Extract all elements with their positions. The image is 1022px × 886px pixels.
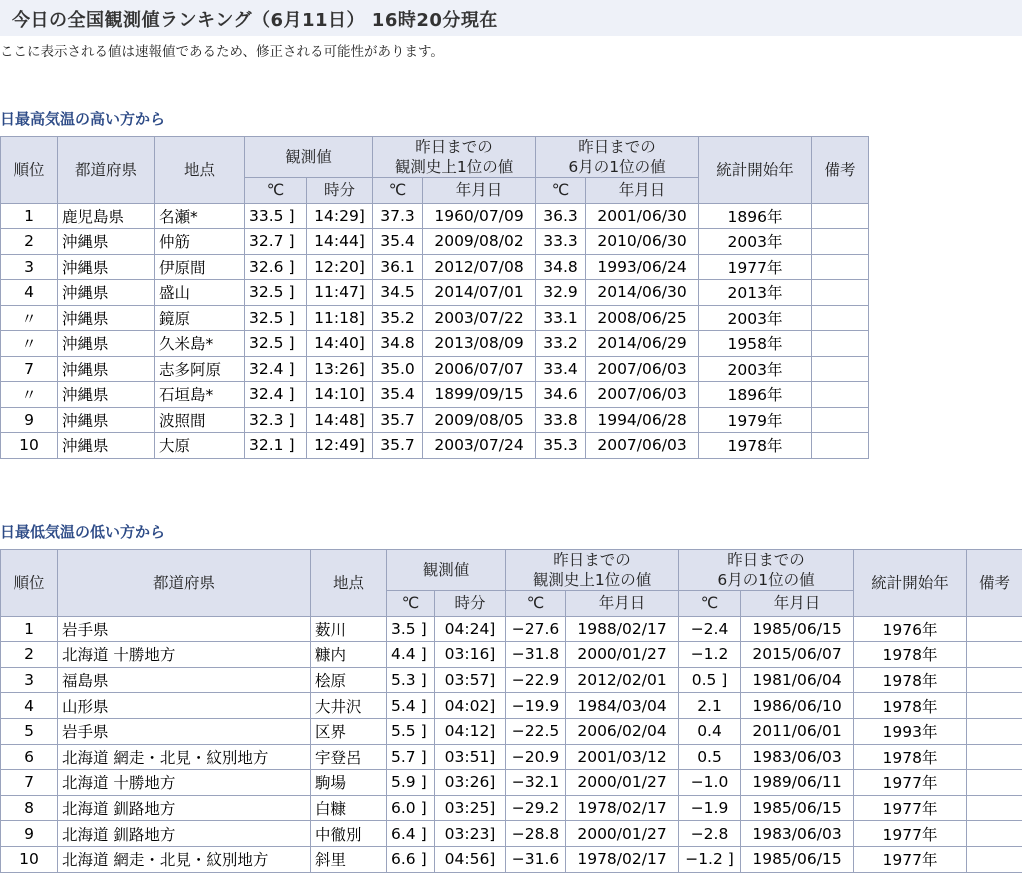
cell-prefecture: 沖縄県	[58, 305, 155, 331]
cell-observed-time: 03:23]	[435, 821, 506, 847]
cell-rank: 9	[1, 821, 58, 847]
cell-rank: 10	[1, 846, 58, 872]
cell-record-date: 2003/07/22	[423, 305, 536, 331]
cell-month-record-date: 2007/06/03	[586, 382, 699, 408]
header-date: 年月日	[741, 591, 854, 617]
cell-observed-value: 32.3 ]	[245, 407, 307, 433]
cell-month-record-date: 1983/06/03	[741, 744, 854, 770]
cell-month-record-value: −1.0	[679, 770, 741, 796]
table-row	[1, 305, 869, 331]
cell-rank: 3	[1, 667, 58, 693]
cell-rank: 1	[1, 203, 58, 229]
cell-station: 大原	[155, 433, 245, 459]
cell-month-record-value: −1.9	[679, 795, 741, 821]
cell-record-date: 2009/08/05	[423, 407, 536, 433]
cell-month-record-date: 1985/06/15	[741, 846, 854, 872]
cell-prefecture: 鹿児島県	[58, 203, 155, 229]
cell-station: 波照間	[155, 407, 245, 433]
cell-rank: 4	[1, 693, 58, 719]
cell-record-date: 1988/02/17	[566, 616, 679, 642]
cell-observed-time: 12:49]	[307, 433, 373, 459]
header-rank: 順位	[1, 137, 58, 204]
cell-remarks	[967, 821, 1022, 847]
cell-month-record-date: 2007/06/03	[586, 433, 699, 459]
cell-month-record-value: 33.3	[536, 229, 586, 255]
cell-rank: 5	[1, 718, 58, 744]
header-station: 地点	[155, 137, 245, 204]
header-rank: 順位	[1, 550, 58, 617]
cell-prefecture: 北海道 網走・北見・紋別地方	[58, 744, 311, 770]
cell-observed-time: 11:47]	[307, 280, 373, 306]
cell-remarks	[967, 616, 1022, 642]
cell-record-date: 1960/07/09	[423, 203, 536, 229]
cell-station: 宇登呂	[311, 744, 387, 770]
header-unit-c: ℃	[679, 591, 741, 617]
cell-remarks	[812, 433, 869, 459]
cell-month-record-date: 1994/06/28	[586, 407, 699, 433]
cell-record-date: 2012/02/01	[566, 667, 679, 693]
table-row	[1, 795, 1022, 821]
cell-observed-value: 6.4 ]	[387, 821, 435, 847]
cell-record-date: 2006/07/07	[423, 356, 536, 382]
cell-station: 白糠	[311, 795, 387, 821]
cell-rank: 9	[1, 407, 58, 433]
cell-stats-start: 1977年	[854, 770, 967, 796]
cell-observed-time: 04:24]	[435, 616, 506, 642]
header-prefecture: 都道府県	[58, 137, 155, 204]
cell-stats-start: 1958年	[699, 331, 812, 357]
cell-station: 志多阿原	[155, 356, 245, 382]
cell-remarks	[967, 846, 1022, 872]
cell-remarks	[812, 229, 869, 255]
header-time: 時分	[307, 178, 373, 204]
cell-observed-value: 5.4 ]	[387, 693, 435, 719]
cell-stats-start: 1979年	[699, 407, 812, 433]
cell-record-value: −27.6	[506, 616, 566, 642]
cell-prefecture: 沖縄県	[58, 280, 155, 306]
cell-station: 名瀬*	[155, 203, 245, 229]
cell-observed-time: 14:44]	[307, 229, 373, 255]
header-station: 地点	[311, 550, 387, 617]
cell-stats-start: 1977年	[854, 846, 967, 872]
cell-record-value: 34.5	[373, 280, 423, 306]
cell-prefecture: 沖縄県	[58, 433, 155, 459]
cell-stats-start: 1978年	[854, 642, 967, 668]
table-row	[1, 382, 869, 408]
cell-month-record-value: −2.4	[679, 616, 741, 642]
cell-record-value: −28.8	[506, 821, 566, 847]
cell-prefecture: 北海道 十勝地方	[58, 770, 311, 796]
cell-station: 中徹別	[311, 821, 387, 847]
cell-stats-start: 1978年	[854, 667, 967, 693]
cell-observed-value: 5.5 ]	[387, 718, 435, 744]
cell-remarks	[967, 693, 1022, 719]
cell-prefecture: 沖縄県	[58, 407, 155, 433]
cell-record-date: 2000/01/27	[566, 821, 679, 847]
cell-month-record-date: 2007/06/03	[586, 356, 699, 382]
cell-remarks	[967, 642, 1022, 668]
cell-observed-time: 14:10]	[307, 382, 373, 408]
cell-record-value: 35.4	[373, 382, 423, 408]
cell-prefecture: 沖縄県	[58, 331, 155, 357]
cell-month-record-date: 2014/06/30	[586, 280, 699, 306]
cell-observed-value: 6.0 ]	[387, 795, 435, 821]
cell-month-record-date: 1983/06/03	[741, 821, 854, 847]
cell-remarks	[967, 770, 1022, 796]
cell-rank: 4	[1, 280, 58, 306]
cell-month-record-date: 1986/06/10	[741, 693, 854, 719]
cell-observed-value: 32.5 ]	[245, 305, 307, 331]
cell-month-record-value: 33.2	[536, 331, 586, 357]
cell-prefecture: 北海道 釧路地方	[58, 795, 311, 821]
cell-remarks	[812, 356, 869, 382]
cell-stats-start: 2003年	[699, 305, 812, 331]
cell-observed-time: 04:12]	[435, 718, 506, 744]
cell-station: 伊原間	[155, 254, 245, 280]
cell-month-record-date: 1981/06/04	[741, 667, 854, 693]
header-unit-c: ℃	[373, 178, 423, 204]
cell-remarks	[967, 795, 1022, 821]
cell-stats-start: 1977年	[699, 254, 812, 280]
cell-observed-value: 32.5 ]	[245, 280, 307, 306]
cell-remarks	[812, 305, 869, 331]
cell-remarks	[812, 331, 869, 357]
cell-stats-start: 2003年	[699, 356, 812, 382]
cell-rank: 8	[1, 795, 58, 821]
cell-record-value: 34.8	[373, 331, 423, 357]
cell-month-record-value: 0.4	[679, 718, 741, 744]
cell-observed-time: 14:29]	[307, 203, 373, 229]
cell-remarks	[967, 667, 1022, 693]
header-remarks: 備考	[812, 137, 869, 204]
cell-record-date: 2013/08/09	[423, 331, 536, 357]
cell-station: 駒場	[311, 770, 387, 796]
cell-prefecture: 岩手県	[58, 718, 311, 744]
cell-record-value: −31.8	[506, 642, 566, 668]
cell-station: 仲筋	[155, 229, 245, 255]
low-section-title: 日最低気温の低い方から	[0, 523, 166, 541]
cell-record-value: −29.2	[506, 795, 566, 821]
table-row	[1, 331, 869, 357]
cell-record-date: 2001/03/12	[566, 744, 679, 770]
cell-prefecture: 山形県	[58, 693, 311, 719]
cell-month-record-value: 33.8	[536, 407, 586, 433]
cell-prefecture: 福島県	[58, 667, 311, 693]
title-bar	[0, 0, 1022, 36]
header-observed: 観測値	[245, 137, 373, 178]
cell-month-record-date: 2015/06/07	[741, 642, 854, 668]
cell-observed-time: 11:18]	[307, 305, 373, 331]
cell-month-record-date: 1985/06/15	[741, 616, 854, 642]
cell-stats-start: 1976年	[854, 616, 967, 642]
cell-record-value: −20.9	[506, 744, 566, 770]
cell-station: 大井沢	[311, 693, 387, 719]
cell-month-record-value: 0.5 ]	[679, 667, 741, 693]
table-row	[1, 744, 1022, 770]
cell-remarks	[812, 254, 869, 280]
cell-station: 斜里	[311, 846, 387, 872]
cell-record-value: 35.0	[373, 356, 423, 382]
cell-observed-value: 4.4 ]	[387, 642, 435, 668]
header-prefecture: 都道府県	[58, 550, 311, 617]
cell-prefecture: 沖縄県	[58, 382, 155, 408]
header-time: 時分	[435, 591, 506, 617]
table-row	[1, 718, 1022, 744]
cell-record-value: −22.5	[506, 718, 566, 744]
cell-record-value: 35.7	[373, 407, 423, 433]
cell-observed-value: 3.5 ]	[387, 616, 435, 642]
header-record-month: 昨日までの 6月の1位の値	[536, 137, 699, 178]
cell-rank: 〃	[1, 382, 58, 408]
cell-stats-start: 1977年	[854, 821, 967, 847]
cell-observed-time: 03:25]	[435, 795, 506, 821]
cell-record-value: −19.9	[506, 693, 566, 719]
cell-stats-start: 1978年	[854, 744, 967, 770]
cell-month-record-value: −2.8	[679, 821, 741, 847]
table-row	[1, 280, 869, 306]
cell-rank: 7	[1, 770, 58, 796]
header-date: 年月日	[586, 178, 699, 204]
cell-stats-start: 1896年	[699, 382, 812, 408]
table-row	[1, 203, 869, 229]
header-record-all: 昨日までの 観測史上1位の値	[506, 550, 679, 591]
cell-record-date: 2012/07/08	[423, 254, 536, 280]
cell-remarks	[967, 744, 1022, 770]
header-date: 年月日	[423, 178, 536, 204]
cell-month-record-value: 32.9	[536, 280, 586, 306]
cell-observed-time: 03:51]	[435, 744, 506, 770]
cell-stats-start: 1993年	[854, 718, 967, 744]
cell-stats-start: 1977年	[854, 795, 967, 821]
table-row	[1, 846, 1022, 872]
cell-observed-value: 32.4 ]	[245, 356, 307, 382]
table-row	[1, 642, 1022, 668]
cell-prefecture: 岩手県	[58, 616, 311, 642]
table-row	[1, 433, 869, 459]
table-row	[1, 229, 869, 255]
header-stats-start: 統計開始年	[699, 137, 812, 204]
cell-observed-time: 04:56]	[435, 846, 506, 872]
cell-month-record-date: 1993/06/24	[586, 254, 699, 280]
cell-record-value: 35.7	[373, 433, 423, 459]
cell-month-record-value: 34.6	[536, 382, 586, 408]
cell-stats-start: 1978年	[854, 693, 967, 719]
cell-month-record-date: 2001/06/30	[586, 203, 699, 229]
cell-station: 区界	[311, 718, 387, 744]
cell-station: 盛山	[155, 280, 245, 306]
low-temperature-table	[0, 549, 1022, 873]
table-row	[1, 770, 1022, 796]
cell-observed-value: 32.1 ]	[245, 433, 307, 459]
cell-prefecture: 沖縄県	[58, 254, 155, 280]
cell-observed-value: 5.3 ]	[387, 667, 435, 693]
cell-record-date: 1899/09/15	[423, 382, 536, 408]
cell-record-date: 2009/08/02	[423, 229, 536, 255]
high-section-title: 日最高気温の高い方から	[0, 110, 166, 128]
cell-remarks	[812, 382, 869, 408]
preliminary-notice: ここに表示される値は速報値であるため、修正される可能性があります。	[0, 44, 444, 60]
cell-rank: 3	[1, 254, 58, 280]
cell-record-date: 1978/02/17	[566, 795, 679, 821]
cell-observed-value: 5.9 ]	[387, 770, 435, 796]
cell-month-record-date: 2010/06/30	[586, 229, 699, 255]
cell-record-date: 2014/07/01	[423, 280, 536, 306]
table-row	[1, 254, 869, 280]
high-temperature-table	[0, 136, 869, 459]
cell-observed-time: 04:02]	[435, 693, 506, 719]
cell-station: 桧原	[311, 667, 387, 693]
cell-rank: 7	[1, 356, 58, 382]
cell-record-date: 2003/07/24	[423, 433, 536, 459]
cell-record-value: 37.3	[373, 203, 423, 229]
cell-rank: 10	[1, 433, 58, 459]
cell-month-record-date: 1985/06/15	[741, 795, 854, 821]
cell-prefecture: 北海道 十勝地方	[58, 642, 311, 668]
table-row	[1, 356, 869, 382]
cell-rank: 2	[1, 642, 58, 668]
cell-record-value: −22.9	[506, 667, 566, 693]
cell-prefecture: 北海道 網走・北見・紋別地方	[58, 846, 311, 872]
cell-observed-time: 03:16]	[435, 642, 506, 668]
header-stats-start: 統計開始年	[854, 550, 967, 617]
cell-observed-value: 32.4 ]	[245, 382, 307, 408]
cell-prefecture: 沖縄県	[58, 229, 155, 255]
cell-observed-value: 32.6 ]	[245, 254, 307, 280]
cell-observed-time: 03:57]	[435, 667, 506, 693]
cell-observed-value: 5.7 ]	[387, 744, 435, 770]
cell-rank: 〃	[1, 331, 58, 357]
cell-remarks	[812, 280, 869, 306]
table-row	[1, 667, 1022, 693]
cell-prefecture: 北海道 釧路地方	[58, 821, 311, 847]
cell-month-record-date: 2008/06/25	[586, 305, 699, 331]
cell-record-value: 35.4	[373, 229, 423, 255]
header-record-month: 昨日までの 6月の1位の値	[679, 550, 854, 591]
cell-stats-start: 2013年	[699, 280, 812, 306]
page-title: 今日の全国観測値ランキング（6月11日） 16時20分現在	[12, 10, 498, 31]
cell-record-value: 36.1	[373, 254, 423, 280]
cell-month-record-value: 35.3	[536, 433, 586, 459]
table-row	[1, 821, 1022, 847]
cell-month-record-value: 0.5	[679, 744, 741, 770]
cell-station: 薮川	[311, 616, 387, 642]
cell-month-record-value: 33.4	[536, 356, 586, 382]
header-date: 年月日	[566, 591, 679, 617]
cell-month-record-value: 34.8	[536, 254, 586, 280]
cell-remarks	[812, 203, 869, 229]
cell-month-record-value: 33.1	[536, 305, 586, 331]
header-record-all: 昨日までの 観測史上1位の値	[373, 137, 536, 178]
cell-month-record-date: 2014/06/29	[586, 331, 699, 357]
table-row	[1, 693, 1022, 719]
cell-station: 鏡原	[155, 305, 245, 331]
cell-stats-start: 1896年	[699, 203, 812, 229]
cell-rank: 6	[1, 744, 58, 770]
cell-month-record-value: 2.1	[679, 693, 741, 719]
cell-observed-time: 12:20]	[307, 254, 373, 280]
header-unit-c: ℃	[506, 591, 566, 617]
cell-rank: 1	[1, 616, 58, 642]
header-observed: 観測値	[387, 550, 506, 591]
cell-rank: 2	[1, 229, 58, 255]
header-remarks: 備考	[967, 550, 1022, 617]
table-row	[1, 407, 869, 433]
cell-record-value: −32.1	[506, 770, 566, 796]
cell-record-date: 1984/03/04	[566, 693, 679, 719]
table-row	[1, 616, 1022, 642]
cell-station: 石垣島*	[155, 382, 245, 408]
cell-station: 久米島*	[155, 331, 245, 357]
cell-station: 糠内	[311, 642, 387, 668]
header-unit-c: ℃	[245, 178, 307, 204]
cell-stats-start: 1978年	[699, 433, 812, 459]
cell-record-date: 2006/02/04	[566, 718, 679, 744]
cell-month-record-value: −1.2	[679, 642, 741, 668]
cell-observed-time: 14:40]	[307, 331, 373, 357]
cell-remarks	[967, 718, 1022, 744]
cell-observed-value: 32.5 ]	[245, 331, 307, 357]
cell-record-date: 2000/01/27	[566, 642, 679, 668]
cell-rank: 〃	[1, 305, 58, 331]
cell-month-record-date: 2011/06/01	[741, 718, 854, 744]
cell-month-record-value: −1.2 ]	[679, 846, 741, 872]
header-unit-c: ℃	[536, 178, 586, 204]
cell-month-record-date: 1989/06/11	[741, 770, 854, 796]
header-unit-c: ℃	[387, 591, 435, 617]
cell-observed-value: 6.6 ]	[387, 846, 435, 872]
cell-record-value: −31.6	[506, 846, 566, 872]
cell-prefecture: 沖縄県	[58, 356, 155, 382]
cell-observed-value: 32.7 ]	[245, 229, 307, 255]
cell-observed-time: 03:26]	[435, 770, 506, 796]
cell-record-value: 35.2	[373, 305, 423, 331]
cell-stats-start: 2003年	[699, 229, 812, 255]
cell-observed-value: 33.5 ]	[245, 203, 307, 229]
cell-observed-time: 13:26]	[307, 356, 373, 382]
cell-observed-time: 14:48]	[307, 407, 373, 433]
cell-record-date: 1978/02/17	[566, 846, 679, 872]
cell-month-record-value: 36.3	[536, 203, 586, 229]
cell-remarks	[812, 407, 869, 433]
cell-record-date: 2000/01/27	[566, 770, 679, 796]
